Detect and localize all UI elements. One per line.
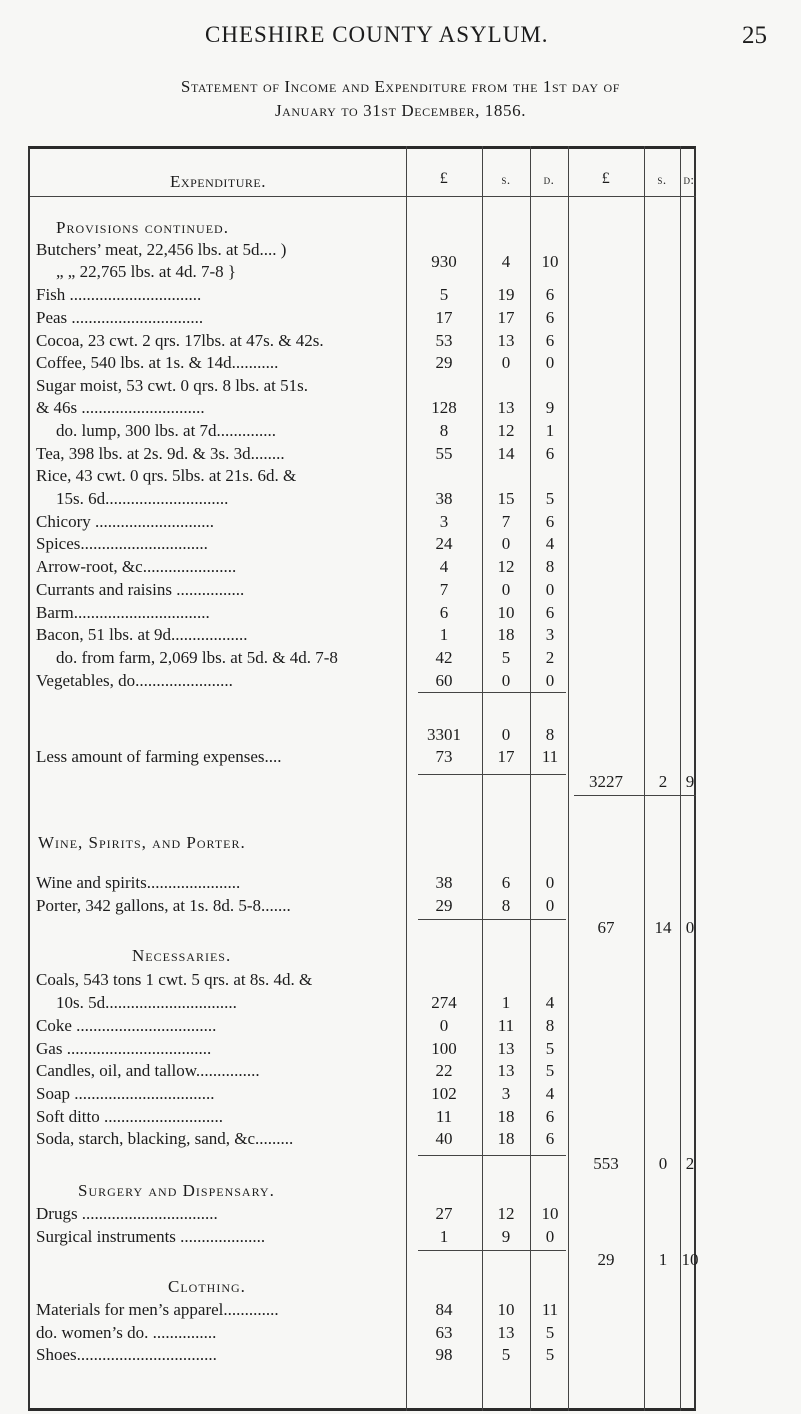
shillings-value: 18 [497,625,515,644]
pence-value: 5 [545,1039,555,1058]
shillings-value: 18 [497,1107,515,1126]
line-item-label: Drugs ................................ [36,1204,218,1223]
shillings-value: 0 [501,580,511,599]
line-item-label: Chicory ............................ [36,512,215,531]
pence-value: 6 [545,331,555,350]
column-head-total-pence: d: [683,172,695,187]
running-title: CHESHIRE COUNTY ASYLUM. [205,22,549,47]
line-item-label: Sugar moist, 53 cwt. 0 qrs. 8 lbs. at 51s. [36,376,308,395]
section-total-shillings: 1 [658,1250,668,1269]
shillings-value: 1 [501,993,511,1012]
section-heading-surgery: Surgery and Dispensary. [78,1181,275,1200]
pence-value: 4 [545,1084,555,1103]
sum-rule [418,1155,566,1156]
shillings-value: 13 [497,1323,515,1342]
line-item-label: Bacon, 51 lbs. at 9d.................. [36,625,248,644]
pounds-value: 930 [431,252,457,271]
pence-value: 6 [545,1107,555,1126]
pence-value: 1 [545,421,555,440]
pounds-value: 38 [435,489,453,508]
pounds-value: 8 [439,421,449,440]
line-item-label: Peas ............................... [36,308,204,327]
line-item-label: Coke ................................. [36,1016,217,1035]
pounds-value: 29 [435,896,453,915]
shillings-value: 10 [497,1300,515,1319]
line-item-label: Soda, starch, blacking, sand, &c......... [36,1129,294,1148]
column-head-total-pounds: £ [601,170,611,187]
shillings-value: 5 [501,648,511,667]
pounds-value: 7 [439,580,449,599]
line-item-label: do. from farm, 2,069 lbs. at 5d. & 4d. 7-8 [56,648,338,667]
pounds-value: 17 [435,308,453,327]
line-item-label: Surgical instruments .................... [36,1227,266,1246]
section-heading-necessaries: Necessaries. [132,946,232,965]
pence-value: 0 [545,671,555,690]
section-total-shillings: 14 [654,918,672,937]
shillings-value: 19 [497,285,515,304]
pence-value: 6 [545,285,555,304]
shillings-value: 7 [501,512,511,531]
pence-value: 10 [541,252,559,271]
shillings-value: 13 [497,1039,515,1058]
pounds-value: 40 [435,1129,453,1148]
line-item-label: 15s. 6d............................. [56,489,229,508]
shillings-value: 3 [501,1084,511,1103]
column-head-total-shillings: s. [657,172,667,187]
pounds-value: 274 [431,993,457,1012]
pounds-value: 3 [439,512,449,531]
pence-value: 0 [545,1227,555,1246]
pounds-value: 27 [435,1204,453,1223]
line-item-label: Fish ............................... [36,285,202,304]
line-item-label: Soap ................................. [36,1084,215,1103]
pounds-value: 42 [435,648,453,667]
sum-rule [418,919,566,920]
pence-value: 5 [545,1323,555,1342]
line-item-label: Coals, 543 tons 1 cwt. 5 qrs. at 8s. 4d. & [36,970,313,989]
pence-value: 6 [545,308,555,327]
pounds-value: 24 [435,534,453,553]
pounds-value: 4 [439,557,449,576]
line-item-label: Shoes................................. [36,1345,217,1364]
pence-value: 6 [545,444,555,463]
shillings-value: 17 [497,308,515,327]
pence-value: 2 [545,648,555,667]
section-total-pounds: 3227 [589,772,623,791]
section-total-pounds: 67 [597,918,615,937]
page-number: 25 [742,22,767,49]
shillings-value: 5 [501,1345,511,1364]
line-item-label: Arrow-root, &c...................... [36,557,237,576]
line-item-label: 10s. 5d............................... [56,993,237,1012]
line-item-label: Coffee, 540 lbs. at 1s. & 14d........... [36,353,279,372]
line-item-label: Vegetables, do....................... [36,671,233,690]
shillings-value: 13 [497,331,515,350]
pounds-value: 5 [439,285,449,304]
subtotal-pence: 8 [545,725,555,744]
subtotal-pounds: 3301 [427,725,461,744]
statement-title-line-2: January to 31st December, 1856. [274,101,527,120]
pounds-value: 63 [435,1323,453,1342]
pence-value: 0 [545,896,555,915]
line-item-label: Currants and raisins ................ [36,580,245,599]
pounds-value: 22 [435,1061,453,1080]
line-item-label: Candles, oil, and tallow............... [36,1061,260,1080]
pence-value: 5 [545,1061,555,1080]
column-head-shillings: s. [501,172,511,187]
section-total-pounds: 29 [597,1250,615,1269]
line-item-label: & 46s ............................. [36,398,205,417]
pence-value: 4 [545,993,555,1012]
pence-value: 4 [545,534,555,553]
line-item-label: Barm................................ [36,603,210,622]
line-item-label: Cocoa, 23 cwt. 2 qrs. 17lbs. at 47s. & 42s. [36,331,324,350]
section-total-pence: 10 [681,1250,699,1269]
pounds-value: 84 [435,1300,453,1319]
pounds-value: 11 [435,1107,453,1126]
pounds-value: 1 [439,625,449,644]
shillings-value: 0 [501,534,511,553]
pence-value: 11 [541,1300,559,1319]
pounds-value: 55 [435,444,453,463]
line-item-label: Gas .................................. [36,1039,212,1058]
section-heading-wine: Wine, Spirits, and Porter. [38,833,246,852]
section-total-pounds: 553 [593,1154,619,1173]
line-item-label: Rice, 43 cwt. 0 qrs. 5lbs. at 21s. 6d. & [36,466,297,485]
sum-rule [418,692,566,693]
pounds-value: 0 [439,1016,449,1035]
pounds-value: 38 [435,873,453,892]
statement-title-line-1: Statement of Income and Expenditure from the 1st day of [180,77,621,96]
shillings-value: 0 [501,671,511,690]
shillings-value: 6 [501,873,511,892]
shillings-value: 14 [497,444,515,463]
shillings-value: 13 [497,1061,515,1080]
line-item-label: Porter, 342 gallons, at 1s. 8d. 5-8....... [36,896,291,915]
line-item-label: „ „ 22,765 lbs. at 4d. 7-8 } [56,262,237,281]
line-item-label: Tea, 398 lbs. at 2s. 9d. & 3s. 3d........ [36,444,285,463]
section-heading-provisions: Provisions continued. [56,218,229,237]
pounds-value: 1 [439,1227,449,1246]
column-head-pounds: £ [439,170,449,187]
sum-rule [418,774,566,775]
pence-value: 6 [545,603,555,622]
shillings-value: 0 [501,353,511,372]
pence-value: 0 [545,873,555,892]
pounds-value: 102 [431,1084,457,1103]
line-item-label: Less amount of farming expenses.... [36,747,282,766]
shillings-value: 12 [497,421,515,440]
shillings-value: 13 [497,398,515,417]
pence-value: 9 [545,398,555,417]
column-head-expenditure: Expenditure. [170,172,266,191]
pence-value: 5 [545,1345,555,1364]
line-item-label: do. women’s do. ............... [36,1323,217,1342]
pence-value: 6 [545,512,555,531]
pence-value: 5 [545,489,555,508]
sum-rule [418,1250,566,1251]
shillings-value: 11 [497,1016,515,1035]
pence-value: 10 [541,1204,559,1223]
section-total-shillings: 0 [658,1154,668,1173]
subtotal-shillings: 0 [501,725,511,744]
section-heading-clothing: Clothing. [168,1277,246,1296]
shillings-value: 17 [497,747,515,766]
line-item-label: Spices.............................. [36,534,208,553]
pence-value: 8 [545,1016,555,1035]
pounds-value: 98 [435,1345,453,1364]
pounds-value: 73 [435,747,453,766]
header-rule [30,196,696,197]
pounds-value: 128 [431,398,457,417]
pounds-value: 60 [435,671,453,690]
pence-value: 8 [545,557,555,576]
pence-value: 11 [541,747,559,766]
line-item-label: do. lump, 300 lbs. at 7d.............. [56,421,277,440]
shillings-value: 9 [501,1227,511,1246]
pounds-value: 53 [435,331,453,350]
section-total-pence: 0 [685,918,695,937]
pence-value: 6 [545,1129,555,1148]
section-total-pence: 9 [685,772,695,791]
pounds-value: 100 [431,1039,457,1058]
line-item-label: Wine and spirits...................... [36,873,241,892]
pounds-value: 29 [435,353,453,372]
pence-value: 0 [545,580,555,599]
shillings-value: 4 [501,252,511,271]
shillings-value: 12 [497,1204,515,1223]
shillings-value: 10 [497,603,515,622]
column-head-pence: d. [543,172,555,187]
pence-value: 0 [545,353,555,372]
shillings-value: 8 [501,896,511,915]
pence-value: 3 [545,625,555,644]
section-total-shillings: 2 [658,772,668,791]
line-item-label: Materials for men’s apparel............. [36,1300,279,1319]
shillings-value: 12 [497,557,515,576]
shillings-value: 15 [497,489,515,508]
line-item-label: Soft ditto ............................ [36,1107,224,1126]
shillings-value: 18 [497,1129,515,1148]
section-total-pence: 2 [685,1154,695,1173]
pounds-value: 6 [439,603,449,622]
line-item-label: Butchers’ meat, 22,456 lbs. at 5d.... ) [36,240,287,259]
page-header [0,0,801,60]
total-rule [574,795,696,796]
